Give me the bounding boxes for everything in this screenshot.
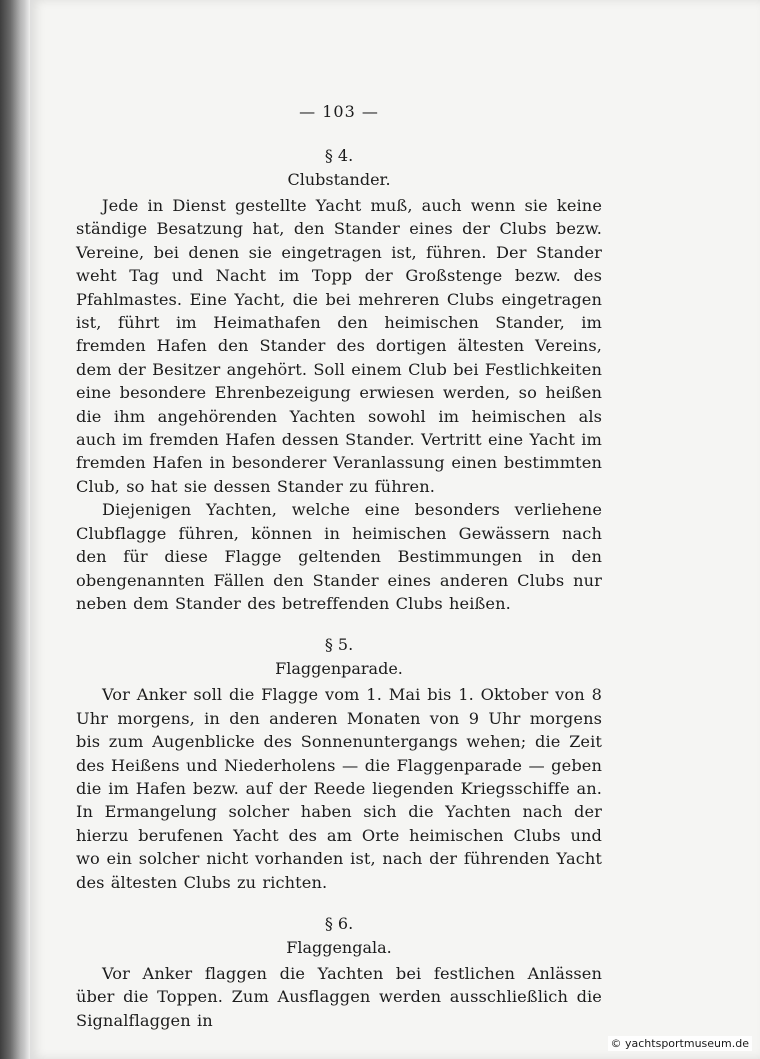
section-5-title: Flaggenparade.	[275, 659, 403, 679]
section-6-title: Flaggengala.	[286, 937, 392, 957]
section-6-paragraph-1: Vor Anker flaggen die Yachten bei festlichen Anlässen über die Toppen. Zum Ausflaggen werden ausschließlich die Signalflaggen in	[76, 963, 602, 1030]
section-4-paragraph-1: Jede in Dienst gestellte Yacht muß, auch wenn sie keine ständige Besatzung hat, den Stander eines der Clubs bezw. Vereine, bei denen sie eingetragen ist, führen. Der Stander weht Tag und Nacht im Topp der Großstenge bezw. des Pfahlmastes. Eine Yacht, die bei mehreren Clubs eingetragen ist, führt im Heimathafen den heimischen Stander, im fremden Hafen den Stander des dortigen ältesten Vereins, dem der Besitzer angehört. Soll einem Club bei Festlichkeiten eine besondere Ehrenbezeigung erwiesen werden, so heißen die ihm angehörenden Yachten sowohl im heimischen als auch im fremden Hafen dessen Stander. Vertritt eine Yacht im fremden Hafen in besonderer Veranlassung einen bestimmten Club, so hat sie dessen Stander zu führen.	[76, 196, 602, 496]
page-text	[76, 96, 602, 1032]
section-6-mark: § 6.	[324, 913, 354, 933]
copyright-watermark: © yachtsportmuseum.de	[608, 1036, 752, 1051]
page-number: — 103 —	[299, 102, 379, 121]
section-4-mark: § 4.	[324, 146, 354, 165]
section-5-paragraph-1: Vor Anker soll die Flagge vom 1. Mai bis 1. Oktober von 8 Uhr morgens, in den anderen Monaten von 9 Uhr morgens bis zum Augenblicke des Sonnenuntergangs wehen; die Zeit des Heißens und Niederholens — die Flaggenparade — geben die im Hafen bezw. auf der Reede liegenden Kriegsschiffe an. In Ermangelung solcher haben sich die Yachten nach der hierzu berufenen Yacht des am Orte heimischen Clubs und wo ein solcher nicht vorhanden ist, nach der führenden Yacht des ältesten Clubs zu richten.	[76, 685, 602, 892]
book-gutter	[0, 0, 30, 1059]
section-4-title: Clubstander.	[287, 170, 391, 189]
section-4-paragraph-2: Diejenigen Yachten, welche eine besonders verliehene Clubflagge führen, können in heimischen Gewässern nach den für diese Flagge geltenden Bestimmungen in den obengenannten Fällen den Stander eines anderen Clubs nur neben dem Stander des betreffenden Clubs heißen.	[76, 500, 602, 613]
section-5-mark: § 5.	[324, 635, 354, 655]
